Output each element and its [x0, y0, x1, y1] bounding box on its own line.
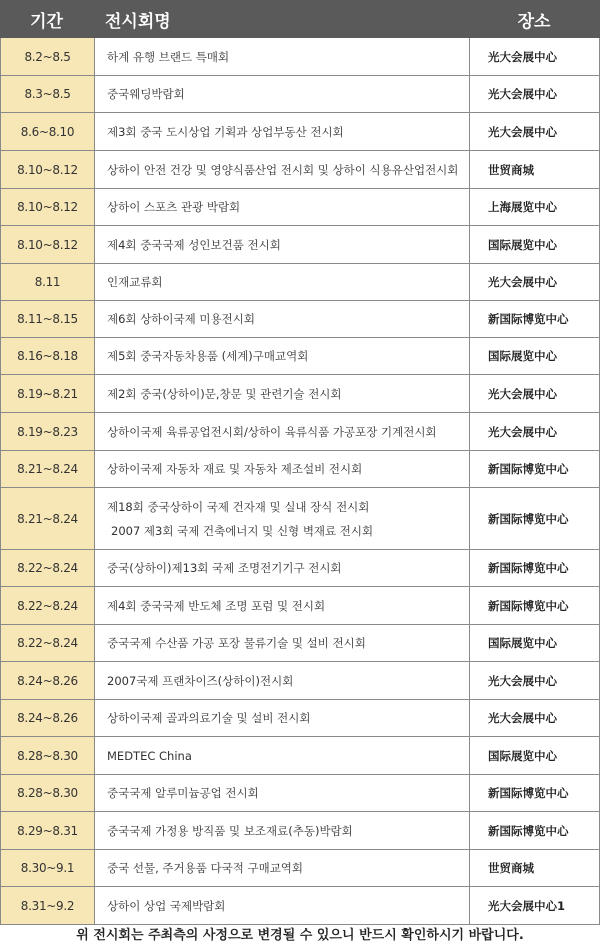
row-venue: 新国际博览中心 [488, 511, 569, 526]
table-row [1, 587, 599, 625]
row-exhibition-name [95, 850, 470, 886]
row-period: 8.10~8.12 [1, 189, 95, 225]
row-exhibition-name [95, 189, 470, 225]
row-venue: 国际展览中心 [488, 636, 557, 650]
row-venue: 新国际博览中心 [488, 561, 569, 575]
row-exhibition-name-line: 상하이 안전 건강 및 영양식품산업 전시회 및 상하이 식용유산업전시회 [107, 162, 459, 177]
table-row [1, 625, 599, 662]
row-period: 8.3~8.5 [1, 76, 95, 112]
row-period: 8.16~8.18 [1, 338, 95, 374]
row-period: 8.24~8.26 [1, 662, 95, 699]
row-period: 8.28~8.30 [1, 737, 95, 774]
row-exhibition-name-line: 중국 선물, 주거용품 다국적 구매교역회 [107, 861, 304, 875]
table-row [1, 226, 599, 264]
table-row [1, 451, 599, 488]
row-exhibition-name-line: 중국(상하이)제13회 국제 조명전기기구 전시회 [107, 561, 342, 575]
row-period: 8.31~9.2 [1, 887, 95, 924]
header-exhibition-name: 전시회명 [105, 11, 171, 32]
row-exhibition-name-line: 상하이 상업 국제박람회 [107, 898, 226, 913]
row-exhibition-name [95, 625, 470, 661]
row-exhibition-name [95, 151, 470, 188]
row-exhibition-name [95, 662, 470, 699]
row-exhibition-name [95, 38, 470, 75]
row-exhibition-name-line: 제18회 중국상하이 국제 건자재 및 실내 장식 전시회 [107, 499, 370, 514]
row-venue: 新国际博览中心 [488, 598, 569, 613]
row-period: 8.11~8.15 [1, 301, 95, 337]
row-exhibition-name [95, 301, 470, 337]
table-row [1, 775, 599, 812]
row-exhibition-name [95, 76, 470, 112]
row-venue: 新国际博览中心 [488, 786, 569, 800]
row-exhibition-name-line: 중국국제 가정용 방직품 및 보조재료(추동)박람회 [107, 823, 353, 838]
row-period: 8.21~8.24 [1, 488, 95, 549]
row-exhibition-name [95, 775, 470, 811]
row-period: 8.19~8.21 [1, 375, 95, 412]
row-exhibition-name [95, 550, 470, 586]
row-exhibition-name-line: 중국국제 알루미늄공업 전시회 [107, 786, 259, 800]
row-venue: 新国际博览中心 [488, 462, 569, 476]
table-row [1, 488, 599, 550]
row-exhibition-name-line: 중국국제 수산품 가공 포장 물류기술 및 설비 전시회 [107, 636, 366, 650]
row-venue: 光大会展中心1 [488, 898, 566, 913]
row-exhibition-name [95, 413, 470, 450]
header-period: 기간 [30, 11, 63, 32]
row-period: 8.22~8.24 [1, 550, 95, 586]
row-venue: 新国际博览中心 [488, 823, 569, 838]
table-row [1, 375, 599, 413]
row-exhibition-name [95, 338, 470, 374]
row-exhibition-name-line: 2007국제 프랜차이즈(상하이)전시회 [107, 673, 294, 688]
row-exhibition-name [95, 737, 470, 774]
row-period: 8.2~8.5 [1, 38, 95, 75]
row-period: 8.11 [1, 264, 95, 300]
row-venue: 世贸商城 [488, 861, 534, 875]
row-venue: 光大会展中心 [488, 424, 557, 439]
row-exhibition-name-line: 상하이국제 자동차 재료 및 자동차 제조설비 전시회 [107, 462, 363, 476]
table-row [1, 151, 599, 189]
row-exhibition-name-line: 2007 제3회 국제 건축에너지 및 신형 벽재료 전시회 [111, 523, 374, 538]
table-row [1, 301, 599, 338]
row-venue: 国际展览中心 [488, 748, 557, 763]
row-exhibition-name-line: 하계 유행 브랜드 특매회 [107, 49, 230, 64]
row-period: 8.22~8.24 [1, 587, 95, 624]
table-row [1, 737, 599, 775]
row-exhibition-name-line: 상하이 스포츠 관광 박람회 [107, 200, 241, 214]
table-row [1, 662, 599, 700]
row-exhibition-name-line: 상하이국제 골과의료기술 및 설비 전시회 [107, 711, 311, 725]
table-body [0, 38, 600, 925]
row-period: 8.30~9.1 [1, 850, 95, 886]
row-exhibition-name [95, 451, 470, 487]
table-row [1, 113, 599, 151]
row-period: 8.28~8.30 [1, 775, 95, 811]
row-period: 8.21~8.24 [1, 451, 95, 487]
row-venue: 上海展览中心 [488, 200, 557, 214]
row-venue: 光大会展中心 [488, 711, 557, 725]
row-exhibition-name-line: 제2회 중국(상하이)문,창문 및 관련기술 전시회 [107, 386, 342, 401]
row-exhibition-name-line: 중국웨딩박람회 [107, 87, 185, 101]
row-venue: 光大会展中心 [488, 87, 557, 101]
row-exhibition-name [95, 700, 470, 736]
row-period: 8.10~8.12 [1, 226, 95, 263]
row-exhibition-name [95, 812, 470, 849]
row-venue: 国际展览中心 [488, 349, 557, 363]
row-exhibition-name-line: 제3회 중국 도시상업 기획과 상업부동산 전시회 [107, 124, 344, 139]
row-exhibition-name [95, 587, 470, 624]
header-venue: 장소 [517, 11, 551, 32]
row-venue: 光大会展中心 [488, 386, 557, 401]
table-row [1, 887, 599, 925]
row-exhibition-name-line: 제4회 중국국제 성인보건품 전시회 [107, 237, 281, 252]
row-period: 8.10~8.12 [1, 151, 95, 188]
row-exhibition-name-line: 제6회 상하이국제 미용전시회 [107, 312, 255, 326]
table-row [1, 189, 599, 226]
table-header [0, 0, 600, 38]
row-venue: 国际展览中心 [488, 237, 557, 252]
row-exhibition-name [95, 375, 470, 412]
row-period: 8.24~8.26 [1, 700, 95, 736]
table-row [1, 850, 599, 887]
table-row [1, 812, 599, 850]
row-venue: 世贸商城 [488, 162, 534, 177]
row-exhibition-name-line: 상하이국제 육류공업전시회/상하이 육류식품 가공포장 기계전시회 [107, 424, 437, 439]
row-exhibition-name [95, 887, 470, 924]
row-venue: 光大会展中心 [488, 124, 557, 139]
row-exhibition-name [95, 226, 470, 263]
row-venue: 光大会展中心 [488, 275, 557, 289]
row-venue: 光大会展中心 [488, 673, 557, 688]
row-exhibition-name [95, 264, 470, 300]
table-row [1, 338, 599, 375]
table-row [1, 76, 599, 113]
row-exhibition-name [95, 488, 470, 549]
row-exhibition-name [95, 113, 470, 150]
row-period: 8.6~8.10 [1, 113, 95, 150]
row-venue: 新国际博览中心 [488, 312, 569, 326]
row-exhibition-name-line: MEDTEC China [107, 748, 192, 763]
row-exhibition-name-line: 제4회 중국국제 반도체 조명 포럼 및 전시회 [107, 598, 326, 613]
row-venue: 光大会展中心 [488, 49, 557, 64]
table-row [1, 700, 599, 737]
row-period: 8.22~8.24 [1, 625, 95, 661]
row-exhibition-name-line: 제5회 중국자동차용품 (세계)구매교역회 [107, 349, 309, 363]
table-row [1, 550, 599, 587]
notice-text: 위 전시회는 주최측의 사정으로 변경될 수 있으니 반드시 확인하시기 바랍니다. [76, 928, 524, 943]
row-period: 8.19~8.23 [1, 413, 95, 450]
row-exhibition-name-line: 인재교류회 [107, 275, 163, 289]
table-row [1, 38, 599, 76]
row-period: 8.29~8.31 [1, 812, 95, 849]
table-row [1, 264, 599, 301]
table-row [1, 413, 599, 451]
